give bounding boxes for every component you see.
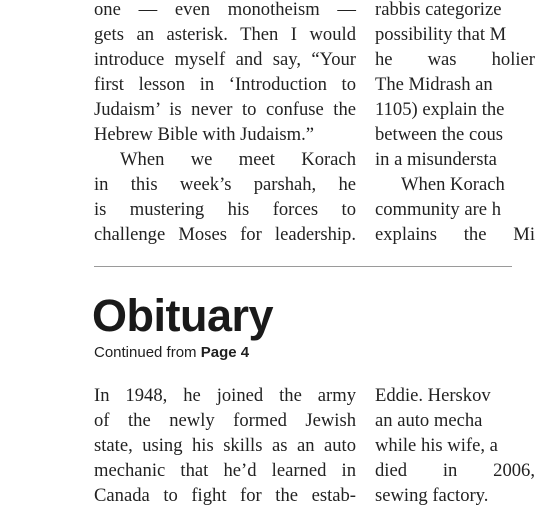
text-line: he was holier [375, 49, 535, 70]
text-line: mechanic that he’d learned in [94, 460, 356, 481]
text-line: 1105) explain the [375, 99, 505, 120]
text-line: died in 2006, [375, 460, 535, 481]
text-line: Eddie. Herskov [375, 385, 491, 406]
text-line: challenge Moses for leadership. [94, 224, 356, 245]
continued-prefix: Continued from [94, 344, 197, 361]
text-line: rabbis categorize [375, 0, 502, 20]
text-line: Judaism’ is never to confuse the [94, 99, 356, 120]
text-line: The Midrash an [375, 74, 493, 95]
text-line: introduce myself and say, “Your [94, 49, 356, 70]
text-line: possibility that M [375, 24, 507, 45]
text-line: Canada to fight for the estab- [94, 485, 356, 506]
continued-from-line [94, 343, 249, 363]
section-divider [94, 266, 512, 267]
text-line: Hebrew Bible with Judaism.” [94, 124, 314, 145]
text-line: sewing factory. [375, 485, 489, 506]
text-line: while his wife, a [375, 435, 498, 456]
text-line: in a misundersta [375, 149, 497, 170]
article-top-right-column [375, 0, 535, 247]
text-line: gets an asterisk. Then I would [94, 24, 356, 45]
text-line: In 1948, he joined the army [94, 385, 356, 406]
text-line: an auto mecha [375, 410, 483, 431]
text-line: between the cous [375, 124, 504, 145]
text-line: one — even monotheism — [94, 0, 356, 20]
article-top-left-column [94, 0, 356, 247]
obituary-right-column [375, 383, 535, 508]
text-line: in this week’s parshah, he [94, 174, 356, 195]
text-line: is mustering his forces to [94, 199, 356, 220]
text-line: explains the Mi [375, 224, 535, 245]
text-line: state, using his skills as an auto [94, 435, 356, 456]
text-line: first lesson in ‘Introduction to [94, 74, 356, 95]
text-line: When we meet Korach [120, 149, 356, 170]
text-line: of the newly formed Jewish [94, 410, 356, 431]
continued-page-link[interactable]: Page 4 [200, 344, 250, 361]
obituary-heading: Obituary [92, 290, 274, 341]
text-line: When Korach [401, 174, 505, 195]
text-line: community are h [375, 199, 501, 220]
obituary-left-column [94, 383, 356, 508]
